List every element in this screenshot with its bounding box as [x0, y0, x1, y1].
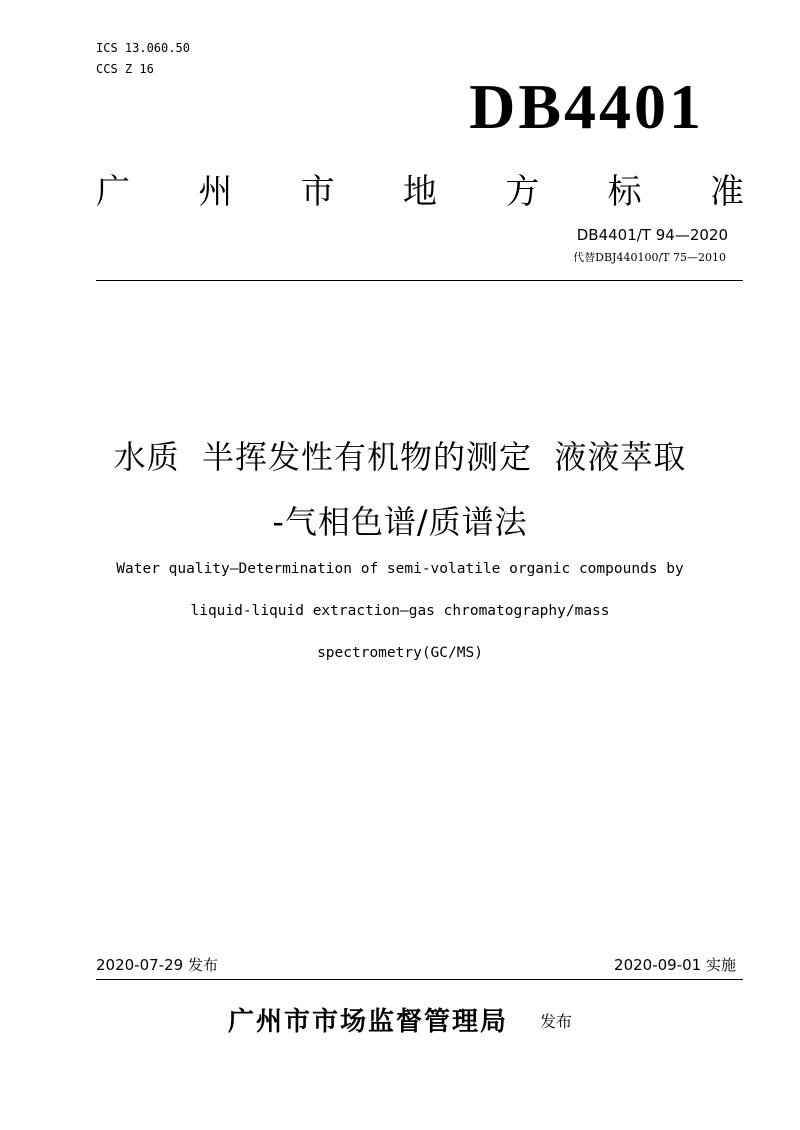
standard-type-char: 方: [505, 171, 540, 212]
title-english-line-3: spectrometry(GC/MS): [317, 645, 483, 661]
title-english-line-2: liquid-liquid extraction—gas chromatography/mass: [190, 603, 610, 619]
implementation-date: 2020-09-01 实施: [614, 956, 736, 974]
standard-number: DB4401/T 94—2020: [576, 226, 728, 244]
title-chinese-line-1: 水质 半挥发性有机物的测定 液液萃取: [113, 438, 687, 476]
issuer-suffix: 发布: [540, 1012, 573, 1031]
standard-type-char: 标: [607, 171, 642, 212]
title-english-line-1: Water quality—Determination of semi-volatile organic compounds by: [116, 561, 684, 577]
bottom-divider: [96, 979, 743, 980]
standard-type-title: [96, 166, 744, 210]
standard-type-char: 准: [709, 171, 744, 212]
issue-date: 2020-07-29 发布: [96, 956, 218, 974]
top-divider: [96, 280, 743, 281]
ics-code: ICS 13.060.50: [96, 41, 190, 55]
standard-type-char: 州: [198, 171, 233, 212]
title-chinese-line-2: -气相色谱/质谱法: [272, 503, 528, 541]
standard-type-char: 市: [300, 171, 335, 212]
issuer-block: [0, 1001, 800, 1038]
replaces-standard: 代替DBJ440100/T 75—2010: [573, 251, 726, 264]
issuer-name: 广州市市场监督管理局: [227, 1007, 508, 1037]
ccs-code: CCS Z 16: [96, 62, 154, 76]
standard-type-char: 地: [402, 171, 437, 212]
standard-type-char: 广: [96, 171, 130, 212]
standard-code-logo: DB4401: [469, 71, 704, 142]
